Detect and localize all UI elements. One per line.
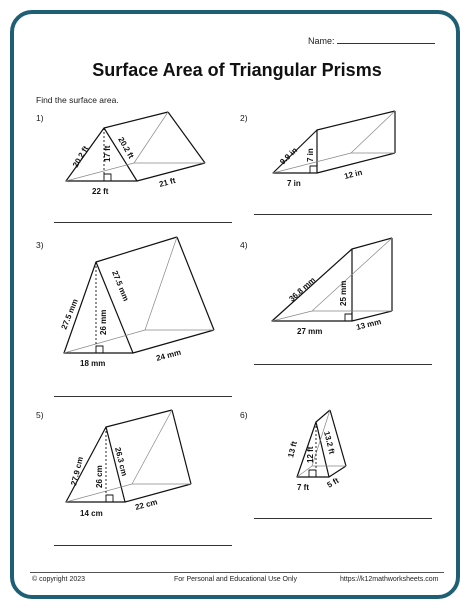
p6-label-length: 5 ft: [325, 475, 341, 490]
p6-label-height: 12 ft: [306, 446, 315, 463]
prism-3: [64, 237, 214, 353]
p4-label-height: 25 mm: [339, 280, 348, 306]
p3-label-height: 26 mm: [99, 309, 108, 335]
p1-label-right-side: 20.2 ft: [116, 135, 136, 161]
worksheet-title: Surface Area of Triangular Prisms: [92, 60, 382, 80]
footer-usage: For Personal and Educational Use Only: [174, 576, 297, 583]
prism-2: [273, 111, 395, 173]
p4-label-base: 27 mm: [297, 327, 323, 336]
p4-label-hypotenuse: 36.8 mm: [287, 275, 318, 304]
problem-number-2: 2): [240, 113, 248, 123]
p3-label-length: 24 mm: [155, 347, 183, 363]
p3-label-base: 18 mm: [80, 359, 106, 368]
p3-label-right-side: 27.5 mm: [110, 269, 131, 303]
prism-5: [66, 410, 191, 502]
prism-6: [297, 410, 346, 477]
p6-label-right-side: 13.2 ft: [322, 430, 337, 455]
p3-label-left-side: 27.5 mm: [59, 297, 80, 331]
p1-label-left-side: 20.2 ft: [70, 144, 91, 169]
footer-copyright: © copyright 2023: [32, 576, 86, 583]
footer-url[interactable]: https://k12mathworksheets.com: [340, 576, 439, 583]
p1-label-base: 22 ft: [92, 187, 109, 196]
prism-1: [66, 112, 205, 181]
problem-number-5: 5): [36, 410, 44, 420]
problem-number-1: 1): [36, 113, 44, 123]
name-label: Name:: [308, 36, 335, 46]
p4-label-length: 13 mm: [355, 317, 383, 332]
footer-divider: [30, 572, 444, 573]
problem-number-3: 3): [36, 240, 44, 250]
p6-label-base: 7 ft: [297, 483, 309, 492]
problem-number-4: 4): [240, 240, 248, 250]
p5-label-length: 22 cm: [134, 497, 159, 512]
p5-label-height: 26 cm: [95, 465, 104, 488]
p2-label-length: 12 in: [343, 167, 364, 181]
p5-label-base: 14 cm: [80, 509, 103, 518]
p1-label-length: 21 ft: [158, 175, 177, 189]
p2-label-height: 7 in: [306, 148, 315, 162]
p5-label-left-side: 27.9 cm: [69, 455, 86, 487]
instructions: Find the surface area.: [36, 95, 119, 105]
p6-label-left-side: 13 ft: [286, 440, 299, 459]
p2-label-hypotenuse: 9.9 in: [278, 145, 300, 167]
p1-label-height: 17 ft: [103, 145, 112, 162]
p5-label-right-side: 26.3 cm: [113, 446, 129, 477]
problem-number-6: 6): [240, 410, 248, 420]
p2-label-base: 7 in: [287, 179, 301, 188]
prism-4: [272, 238, 392, 321]
